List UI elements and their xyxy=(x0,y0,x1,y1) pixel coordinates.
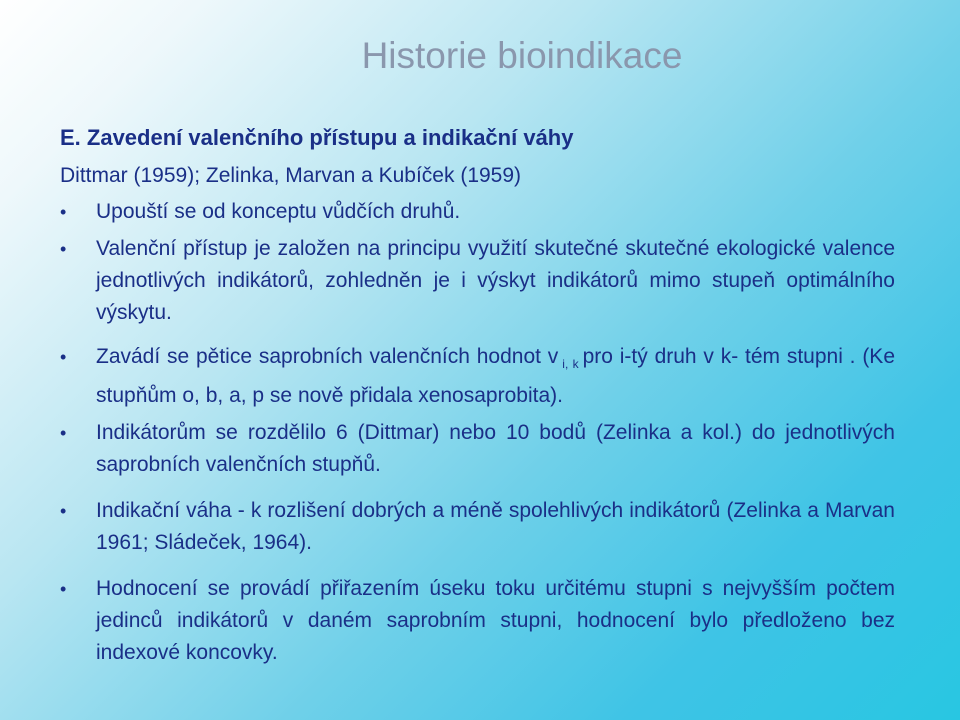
bullet-item xyxy=(60,495,895,559)
bullet-item xyxy=(60,417,895,481)
authors-line: Dittmar (1959); Zelinka, Marvan a Kubíček (1959) xyxy=(60,164,522,187)
bullet-item xyxy=(60,196,895,228)
bullet-list xyxy=(60,196,895,669)
bullet-text: Valenční přístup je založen na principu využití skutečné skutečné ekologické valence jednotlivých indikátorů, zohledněn je i výskyt indikátorů mimo stupeň optimálního výskytu. xyxy=(96,237,895,324)
bullet-item xyxy=(60,233,895,329)
bullet-icon: • xyxy=(60,423,67,443)
bullet-text: Upouští se od konceptu vůdčích druhů. xyxy=(96,200,461,223)
subscript: i, k xyxy=(562,357,579,371)
bullet-icon: • xyxy=(60,202,67,222)
bullet-icon: • xyxy=(60,347,67,367)
bullet-text: Hodnocení se provádí přiřazením úseku toku určitému stupni s nejvyšším počtem jedinců indikátorů v daném saprobním stupni, hodnocení bylo předloženo bez indexové koncovky. xyxy=(96,577,895,664)
bullet-item xyxy=(60,341,895,412)
bullet-text: Indikátorům se rozdělilo 6 (Dittmar) nebo 10 bodů (Zelinka a kol.) do jednotlivých saprobních valenčních stupňů. xyxy=(96,421,895,476)
bullet-icon: • xyxy=(60,239,67,259)
bullet-text-before: Zavádí se pětice saprobních valenčních hodnot v xyxy=(96,345,559,368)
bullet-icon: • xyxy=(60,579,67,599)
bullet-item xyxy=(60,573,895,669)
bullet-text: Indikační váha - k rozlišení dobrých a méně spolehlivých indikátorů (Zelinka a Marvan 1961; Sládeček, 1964). xyxy=(96,499,895,554)
section-heading: E. Zavedení valenčního přístupu a indikační váhy xyxy=(60,125,574,150)
bullet-text-after: pro i-tý druh v k- tém stupni . (Ke stupňům o, b, a, p se nově přidala xenosaprobita). xyxy=(96,345,895,407)
bullet-icon: • xyxy=(60,501,67,521)
slide-title: Historie bioindikace xyxy=(361,35,683,76)
